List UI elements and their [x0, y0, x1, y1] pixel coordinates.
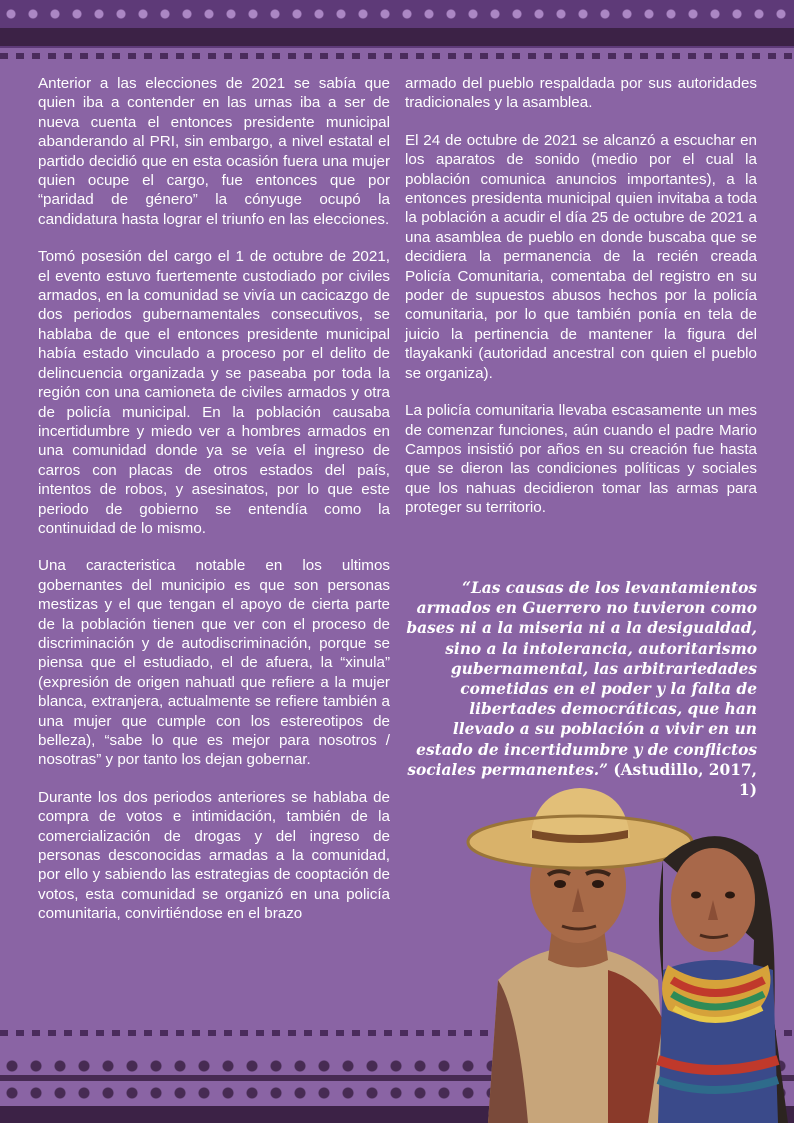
left-paragraph-3: Una caracteristica notable en los ultimos gobernantes del municipio es que son personas mestizas y el que tengan el apoyo de cierta parte de la población tienen que ver con el proceso de discriminación y de autodiscriminación, porque se piensa que el estudiado, el de afuera, la “xinula” (expresión de origen nahuatl que refiere a la mujer blanca, extranjera, actualmente se refiere también a una mujer que cumple con los estereotipos de belleza), “sabe lo que es mejor para nosotros / nosotras” y por tanto los dejan gobernar.: [38, 557, 390, 769]
right-paragraph-2: El 24 de octubre de 2021 se alcanzó a escuchar en los aparatos de sonido (medio por el cual la población comunica anuncios importantes), a la entonces presidenta municipal quien invitaba a toda la población a acudir el día 25 de octubre de 2021 a una asamblea de pueblo en donde buscaba que se decidiera la permanencia de la recién creada Policía Comunitaria, comentaba del registro en su poder de supuestos abusos hechos por la policía comunitaria, por lo que también ponía en tela de juicio la pertinencia de mantener la figura del tlayakanki (autoridad ancestral con quien el pueblo se organiza).: [405, 131, 757, 382]
left-paragraph-1: Anterior a las elecciones de 2021 se sabía que quien iba a contender en las urnas iba a ser de nueva cuenta el entonces presidente municipal abanderando al PRI, sin embargo, a nivel estatal el partido decidió que en esta ocasión fuera una mujer quien ocupe el cargo, fue entonces que por “paridad de género” la cónyuge ocupó la candidatura hasta lograr el triunfo en las elecciones.: [38, 75, 390, 228]
quote-text: “Las causas de los levantamientos armados en Guerrero no tuvieron como bases ni a la miseria ni a la desigualdad, sino a la intolerancia, autoritarismo gubernamental, las arbitrariedades cometidas en el poder y la falta de libertades democráticas, que han llevado a su población a vivir en un estado de incertidumbre y de conflictos sociales permanentes.”: [406, 579, 757, 779]
quote-citation: (Astudillo, 2017, 1): [613, 760, 757, 800]
top-dark-strip: [0, 28, 794, 46]
top-textile-pattern: [0, 0, 794, 28]
left-paragraph-2: Tomó posesión del cargo el 1 de octubre de 2021, el evento estuvo fuertemente custodiado por civiles armados, en la comunidad se vivía un cacicazgo de dos periodos gubernamentales consecutivos, se hablaba de que el entonces presidente municipal había estado vinculado a proceso por el delito de delincuencia organizada y se paseaba por toda la región con una camioneta de civiles armados y otra de policía municipal. En la población causaba incertidumbre y miedo ver a hombres armados en una comunidad donde ya se veía el ingreso de carros con placas de otros estados del país, intentos de robos, y asesinatos, por lo que este periodo de gobierno se entendía como la continuidad de lo mismo.: [38, 248, 390, 537]
left-text-column: [38, 74, 390, 942]
right-paragraph-1: armado del pueblo respaldada por sus autoridades tradicionales y la asamblea.: [405, 75, 757, 112]
left-paragraph-4: Durante los dos periodos anteriores se hablaba de compra de votos e intimidación, también de la comercialización de drogas y del ingreso de personas desconocidas armadas a la comunidad, por ello y sabiendo las estrategias de cooptación de votos, esta comunidad se organizó en una policía comunitaria, convirtiéndose en el brazo: [38, 788, 390, 923]
pull-quote: [405, 578, 757, 800]
right-paragraph-3: La policía comunitaria llevaba escasamente un mes de comenzar funciones, aún cuando el padre Mario Campos insistió por años en su creación fue hasta que se dieron las condiciones políticas y sociales que los nahuas decidieron tomar las armas para proteger su territorio.: [405, 402, 757, 517]
top-dashed-divider: [0, 53, 794, 59]
right-text-column: [405, 74, 757, 536]
indigenous-couple-illustration-icon: [458, 780, 794, 1123]
top-decorative-band: [0, 0, 794, 48]
